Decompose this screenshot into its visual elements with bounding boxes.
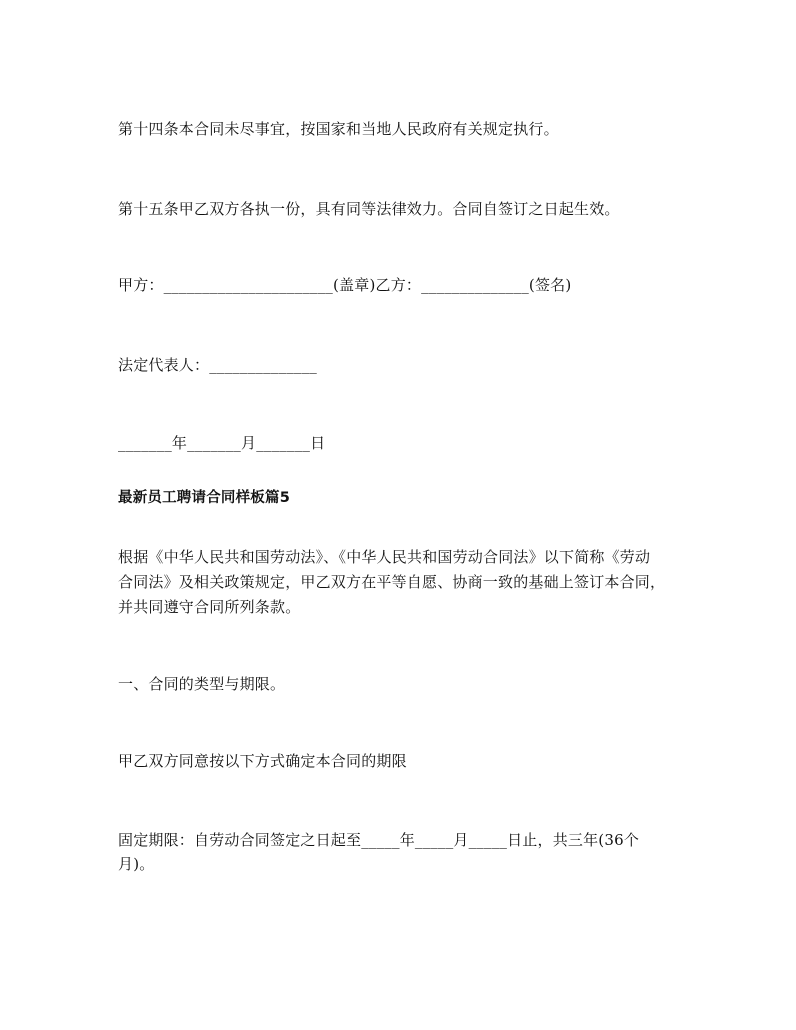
article-14-text: 第十四条本合同未尽事宜，按国家和当地人民政府有关规定执行。 (118, 120, 559, 138)
intro-paragraph-line-2: 合同法》及相关政策规定，甲乙双方在平等自愿、协商一致的基础上签订本合同， (118, 573, 666, 591)
intro-paragraph-line-1: 根据《中华人民共和国劳动法》、《中华人民共和国劳动合同法》以下简称《劳动 (118, 548, 651, 566)
section-title: 最新员工聘请合同样板篇5 (118, 490, 290, 506)
clause-1-text: 甲乙双方同意按以下方式确定本合同的期限 (118, 752, 407, 770)
article-15-text: 第十五条甲乙双方各执一份，具有同等法律效力。合同自签订之日起生效。 (118, 200, 620, 218)
party-signature-line: 甲方：______________________(盖章)乙方：______________(签名) (118, 276, 572, 294)
legal-representative-line: 法定代表人：______________ (118, 356, 318, 374)
fixed-term-line-1: 固定期限：自劳动合同签定之日起至_____年_____月_____日止，共三年(36个 (118, 831, 640, 849)
clause-1-title: 一、合同的类型与期限。 (118, 675, 286, 693)
date-line: _______年_______月_______日 (118, 434, 326, 452)
intro-paragraph-line-3: 并共同遵守合同所列条款。 (118, 598, 301, 616)
fixed-term-line-2: 月)。 (118, 855, 155, 873)
